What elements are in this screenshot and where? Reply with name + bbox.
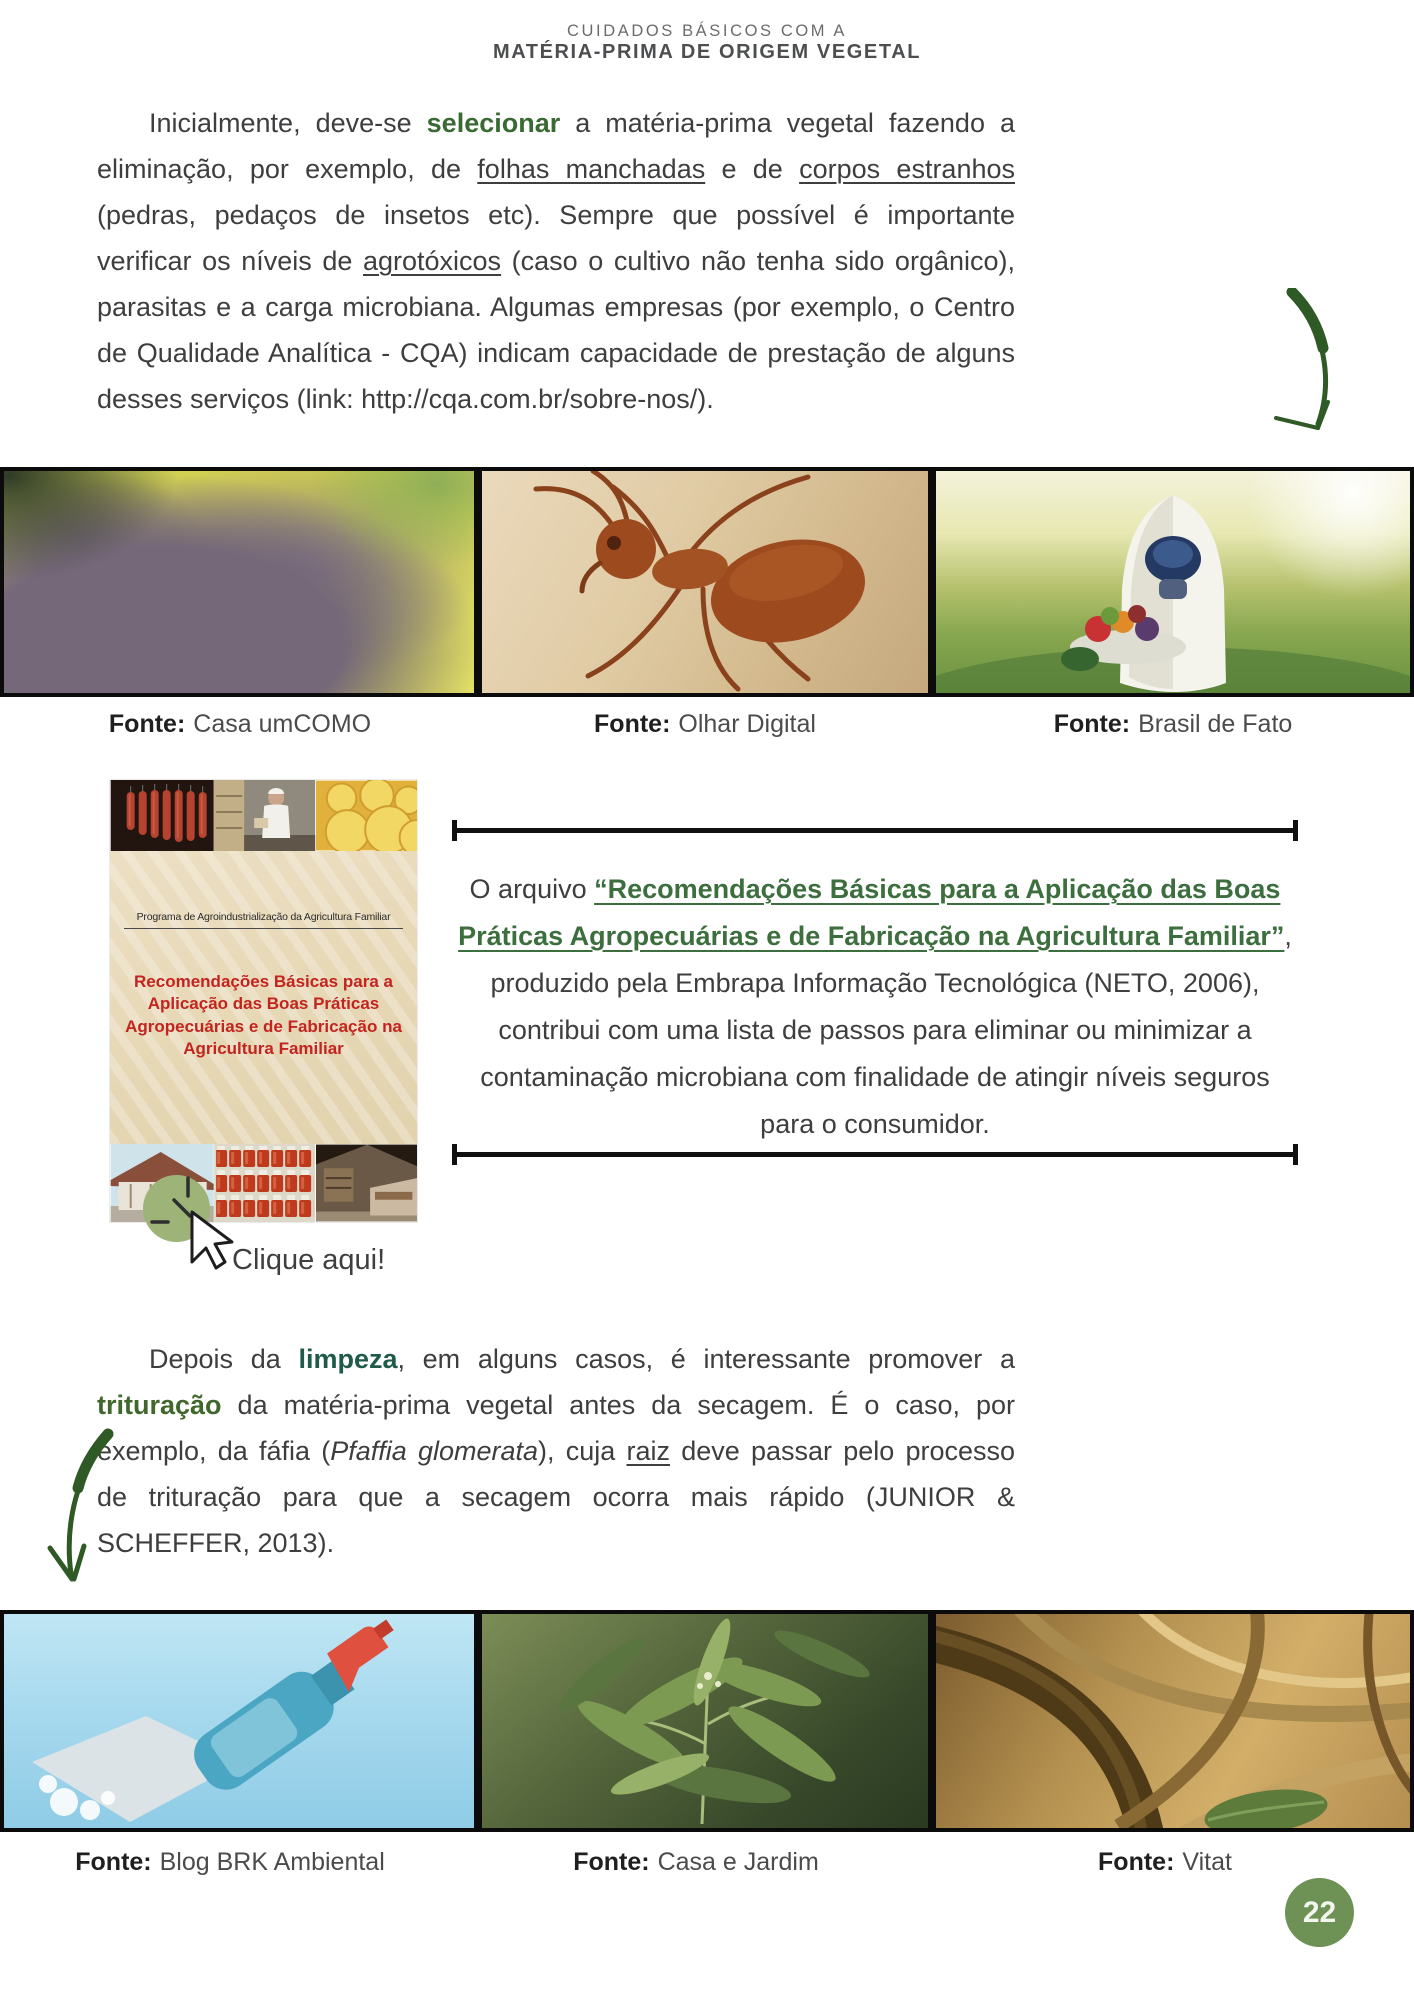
caption-label: Fonte: xyxy=(108,710,186,738)
book-title: Recomendações Básicas para a Aplicação das Boas Práticas Agropecuárias e de Fabricação na Agricultura Familiar xyxy=(125,972,402,1059)
page-title: MATÉRIA-PRIMA DE ORIGEM VEGETAL xyxy=(492,41,922,63)
caption-source: Brasil de Fato xyxy=(1138,710,1293,738)
page-number: 22 xyxy=(1302,1895,1337,1929)
text-segment: , em alguns casos, é interessante promover a xyxy=(397,1344,1015,1374)
caption-source: Casa umCOMO xyxy=(193,710,372,738)
divider-bottom xyxy=(452,1152,1298,1157)
underlined-raiz: raiz xyxy=(626,1436,670,1466)
caption-label: Fonte: xyxy=(75,1848,152,1876)
book-cover-top-photos xyxy=(110,780,417,851)
underlined-corpos-estranhos: corpos estranhos xyxy=(799,154,1015,184)
keyword-limpeza: limpeza xyxy=(298,1344,398,1374)
header-kicker: CUIDADOS BÁSICOS COM A xyxy=(567,22,847,40)
paragraph-trituracao xyxy=(97,1336,1015,1566)
farmer-illustration xyxy=(936,471,1410,693)
text-segment: e de xyxy=(705,154,800,184)
ant-illustration xyxy=(482,471,928,693)
underlined-agrotoxicos: agrotóxicos xyxy=(362,246,502,276)
book-program-text: Programa de Agroindustrialização da Agricultura Familiar xyxy=(124,911,403,929)
photo-caption xyxy=(75,1848,385,1877)
book-photo-sausages xyxy=(110,780,214,851)
caption-source: Blog BRK Ambiental xyxy=(159,1848,385,1876)
caption-label: Fonte: xyxy=(1053,710,1131,738)
photo-caption xyxy=(1054,710,1293,739)
roots-illustration xyxy=(936,1614,1410,1828)
caption-source: Vitat xyxy=(1182,1848,1232,1876)
species-name: Pfaffia glomerata xyxy=(330,1436,539,1466)
text-segment: , produzido pela Embrapa Informação Tecnológica (NETO, 2006), contribui com uma lista de passos para eliminar ou minimizar a contaminação microbiana com finalidade de atingir níveis seguros para o consumidor. xyxy=(480,921,1292,1139)
photo-ant xyxy=(478,467,932,697)
photo-caption xyxy=(1098,1848,1232,1877)
photo-diseased-leaf xyxy=(0,467,478,697)
spray-bottle-illustration xyxy=(4,1614,474,1828)
photo-caption xyxy=(594,710,816,739)
book-cover-body xyxy=(110,851,417,1144)
text-segment: (pedras, pedaços de insetos etc). Sempre que possível é importante verificar os níveis de xyxy=(97,200,1015,276)
keyword-trituracao: trituração xyxy=(97,1390,222,1420)
photo-caption xyxy=(573,1848,819,1877)
page-number-badge xyxy=(1285,1878,1354,1947)
caption-label: Fonte: xyxy=(594,710,671,738)
text-segment: Inicialmente, deve-se xyxy=(149,108,427,138)
caption-source: Casa e Jardim xyxy=(657,1848,819,1876)
curved-arrow-down-icon xyxy=(38,1422,123,1597)
underlined-folhas-manchadas: folhas manchadas xyxy=(477,154,706,184)
curved-arrow-down-icon xyxy=(1272,288,1352,450)
book-cover-link[interactable] xyxy=(110,780,417,1222)
text-segment: deve passar pelo processo de trituração para que a secagem ocorra mais rápido (JUNIOR & SCHEFFER, 2013). xyxy=(97,1436,1016,1558)
paragraph-selecao xyxy=(97,100,1015,422)
text-segment: da matéria-prima vegetal antes da secagem. É o caso, por exemplo, da fáfia ( xyxy=(97,1390,1015,1466)
text-segment: (caso o cultivo não tenha sido orgânico), parasitas e a carga microbiana. Algumas empresas (por exemplo, o Centro de Qualidade Analítica - CQA) indicam capacidade de prestação de alguns desses serviços (link: http://cqa.com.br/sobre-nos/). xyxy=(97,246,1015,414)
photo-roots xyxy=(932,1610,1414,1832)
caption-label: Fonte: xyxy=(1098,1848,1175,1876)
photo-farmer-produce xyxy=(932,467,1414,697)
plant-illustration xyxy=(482,1614,928,1828)
book-photo-cheese xyxy=(316,780,417,851)
caption-label: Fonte: xyxy=(573,1848,650,1876)
photo-plant xyxy=(478,1610,932,1832)
text-segment: a matéria-prima vegetal fazendo a eliminação, por exemplo, de xyxy=(97,108,1015,184)
text-segment: O arquivo xyxy=(469,874,595,904)
text-segment: ), cuja xyxy=(538,1436,627,1466)
keyword-selecionar: selecionar xyxy=(426,108,561,138)
text-segment: Depois da xyxy=(149,1344,299,1374)
click-here-label[interactable]: Clique aqui! xyxy=(232,1244,386,1276)
book-photo-shop xyxy=(316,1144,417,1222)
info-paragraph xyxy=(452,866,1298,1148)
photo-caption xyxy=(109,710,371,739)
caption-source: Olhar Digital xyxy=(678,710,816,738)
info-link-title[interactable]: “Recomendações Básicas para a Aplicação das Boas Práticas Agropecuárias e de Fabricação na Agricultura Familiar” xyxy=(458,874,1285,951)
book-photo-kitchen-worker xyxy=(214,780,315,851)
photo-spray-bottle xyxy=(0,1610,478,1832)
divider-top xyxy=(452,828,1298,833)
